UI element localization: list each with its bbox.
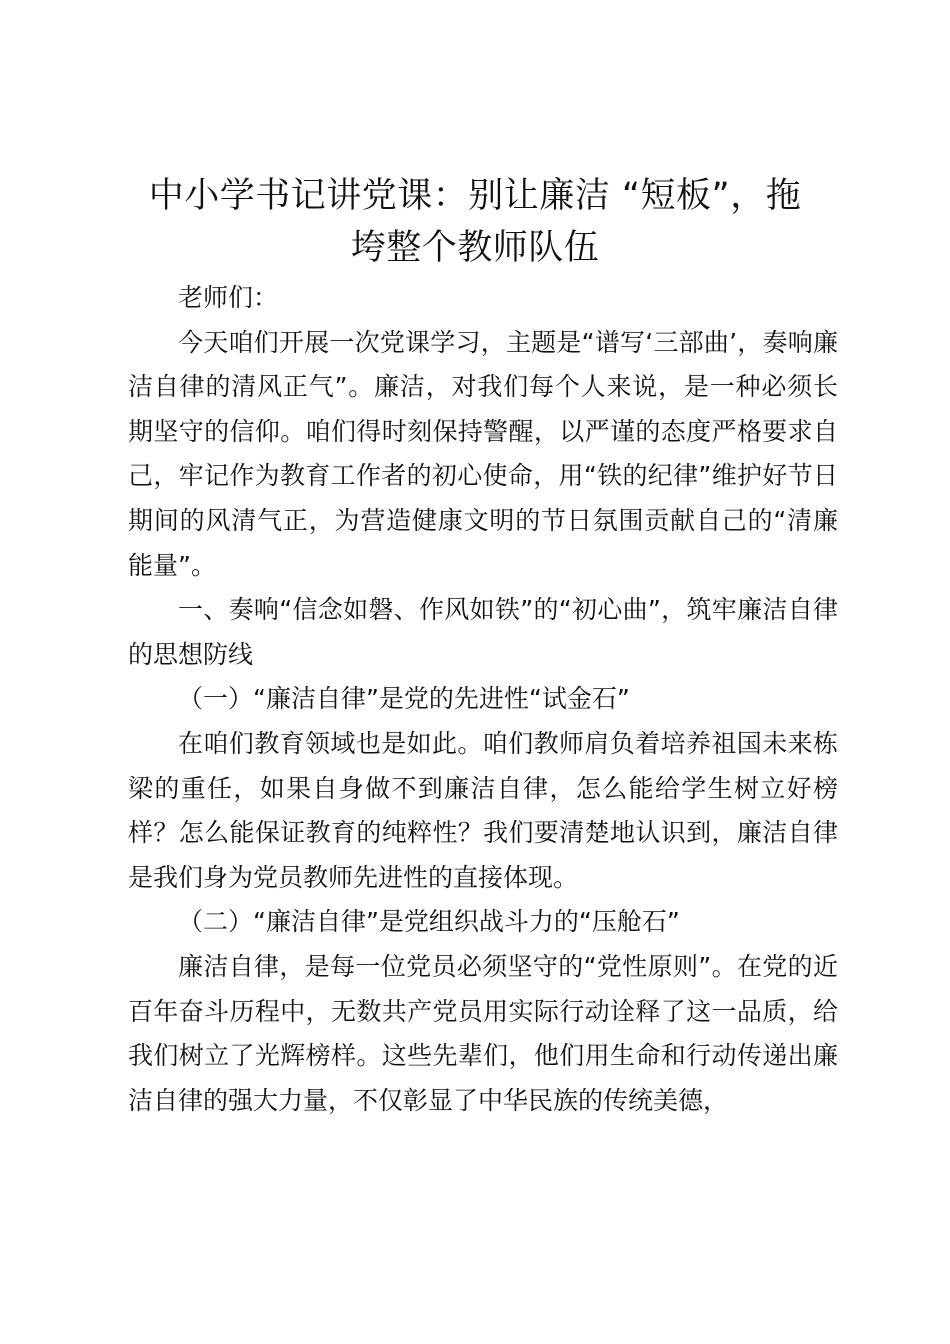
document-title <box>120 170 830 274</box>
subheading-1: （一）“廉洁自律”是党的先进性“试金石” <box>178 684 630 714</box>
salutation: 老师们： <box>178 283 279 312</box>
subheading-2: （二）“廉洁自律”是党组织战斗力的“压舱石” <box>178 907 680 937</box>
title-line-1: 中小学书记讲党课：别让廉洁 “短板”，拖 <box>148 176 802 216</box>
body-paragraph: 廉洁自律，是每一位党员必须坚守的“党性原则”。在党的近百年奋斗历程中，无数共产党员用实际行动诠释了这一品质，给我们树立了光辉榜样。这些先辈们，他们用生命和行动传递出廉洁自律的强大力量，不仅彰显了中华民族的传统美德， <box>128 951 838 1115</box>
intro-paragraph: 今天咱们开展一次党课学习，主题是“谱写‘三部曲’，奏响廉洁自律的清风正气”。廉洁，对我们每个人来说，是一种必须长期坚守的信仰。咱们得时刻保持警醒，以严谨的态度严格要求自己，牢记作为教育工作者的初心使命，用“铁的纪律”维护好节日期间的风清气正，为营造健康文明的节日氛围贡献自己的“清廉能量”。 <box>128 327 838 580</box>
title-line-2: 垮整个教师队伍 <box>350 228 600 268</box>
section-heading-1: 一、奏响“信念如磐、作风如铁”的“初心曲”，筑牢廉洁自律的思想防线 <box>128 595 838 669</box>
document-body <box>128 276 838 1123</box>
body-paragraph: 在咱们教育领域也是如此。咱们教师肩负着培养祖国未来栋梁的重任，如果自身做不到廉洁自律，怎么能给学生树立好榜样？怎么能保证教育的纯粹性？我们要清楚地认识到，廉洁自律是我们身为党员教师先进性的直接体现。 <box>128 728 838 892</box>
